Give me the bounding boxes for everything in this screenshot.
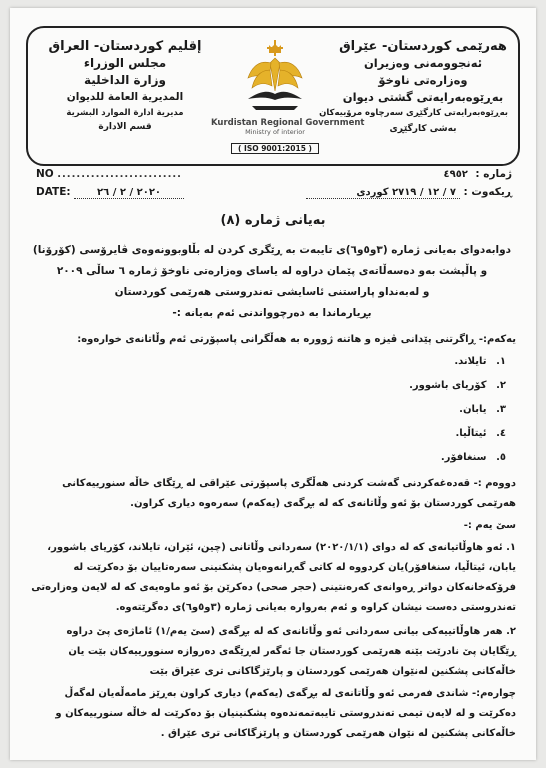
- no-label: NO: [36, 168, 54, 180]
- no-dots: ..........................: [57, 169, 182, 180]
- ministry-english-name: Ministry of interior: [245, 128, 305, 136]
- article-fourth: چوارەم:- شاندی فەرمی ئەو وڵاتانەی لە بڕگەی (یەکەم) دیاری کراون بەڕێز مامەڵەیان لەگەڵ دەکرێت و لە لایەن تیمی تەندروستی تایبەتمەندەوە پشکنینیان بۆ دەکرێت لە خاڵە سنورییەکان و خاڵەکانی پشکنین لە نێوان هەرێمی کوردستان و پارێزگاکانی تری عێراق .: [55, 688, 516, 739]
- statement-intro: [28, 240, 516, 324]
- article-third-item: [28, 538, 516, 618]
- directorate-name-ar: المديرية العامة للديوان: [66, 91, 184, 103]
- article-third-item: [28, 622, 516, 682]
- list-item: ٣. یابان.: [459, 404, 506, 415]
- ref-date-field: [306, 186, 512, 199]
- statement-title: بەیانی ژمارە (٨): [220, 213, 326, 228]
- region-name-ku: هەرێمی کوردستان- عێراق: [339, 39, 507, 54]
- article-third-label: سێ یەم :-: [463, 520, 516, 531]
- letterhead: [26, 26, 520, 166]
- number-field: [388, 168, 512, 180]
- intro-line: دوابەدوای بەیانی ژمارە (٣و٥و٦)ی تایبەت بە ڕێگری کردن لە بڵاوبوونەوەی ڤایرۆسی (کۆرۆنا): [32, 244, 512, 256]
- list-item: ٢. کۆریای باشوور.: [409, 380, 506, 391]
- department-ar: قسم الادارة: [98, 122, 152, 132]
- ministry-name-ku: وەزارەتی ناوخۆ: [378, 73, 468, 87]
- number-value: ٤٩٥٢: [443, 169, 468, 180]
- date-label: DATE:: [36, 186, 71, 198]
- number-label: ژمارە :: [475, 168, 512, 180]
- sub-directorate-ar: مديرية ادارة الموارد البشرية: [66, 108, 184, 118]
- iso-certification-box: ( ISO 9001:2015 ): [231, 143, 319, 154]
- intro-line: و پاڵپشت بەو دەسەڵاتەی پێمان دراوە لە یاسای وەزارەتی ناوخۆ ژمارە ٦ ساڵی ٢٠٠٩: [56, 265, 488, 277]
- item-number: ١.: [506, 542, 516, 553]
- item-text: ئەو هاوڵاتیانەی کە لە دوای (٢٠٢٠/١/١) سەردانی وڵاتانی (چین، ئێران، تایلاند، کۆریای باشوور، یابان، ئیتاڵیا، سنغافۆر)یان کردووە لە کاتی گەڕانەوەیان پشکنینی سەرەتاییان بۆ دەکرێت لە فرۆکەخانەکان دواتر ڕەوانەی کەرەنتینی (حجر صحی) دەکرێن بۆ ئەو ماوەیەی کە لە لایەن وەزارەتی تەندروستی دەست نیشان کراوە و ئەم بەرواره بەیانی ژمارە (٣و٥و٦)ی دەگرێتەوە.: [31, 542, 516, 613]
- item-text: هەر هاوڵاتییەکی بیانی سەردانی ئەو وڵاتانەی کە لە بڕگەی (سێ یەم/١) ئاماژەی پێ دراوە ڕێگایان پێ نادرێت بێنە هەرێمی کوردستان جا ئەگەر لەڕێگەی دەروازە سنوورییەکان بێت یان خاڵەکانی پشکنین لەنێوان هەرێمی کوردستان و پارێزگاکانی تری عێراق بێت: [66, 626, 516, 677]
- ref-date-label: ڕیکەوت :: [463, 186, 512, 198]
- intro-line: و لەبەنداو پاراستنی ئاسایشی تەندروستی هەرێمی کوردستان: [114, 286, 430, 298]
- list-item: ٤. ئیتاڵیا.: [455, 428, 506, 439]
- letterhead-arabic: [40, 38, 210, 134]
- ministry-name-ar: وزارة الداخلية: [83, 73, 167, 87]
- article-first: یەکەم:- ڕاگرتنی پێدانی ڤیزە و هاتنە ژوورە بە هەڵگرانی پاسپۆرتی ئەم وڵاتانەی خوارەوە:: [77, 334, 516, 345]
- krg-logo: [211, 36, 365, 160]
- document-page: [10, 8, 536, 760]
- list-item: ١. تایلاند.: [454, 356, 506, 367]
- date-value: ٢٠٢٠ / ٢ / ٢٦: [74, 187, 184, 199]
- ref-date-value: ٧ / ١٢ / ٢٧١٩ كوردی: [306, 187, 460, 199]
- date-field: [36, 186, 184, 199]
- item-number: ٢.: [506, 626, 516, 637]
- sub-directorate-ku: بەڕێوەبەرایەتی کارگێڕی سەرچاوە مرۆییەکان: [319, 108, 508, 118]
- krg-english-name: Kurdistan Regional Government: [211, 118, 365, 128]
- countries-list: [28, 350, 516, 470]
- no-field: [36, 168, 182, 180]
- council-name-ar: مجلس الوزراء: [83, 56, 167, 70]
- article-second: دووەم :- قەدەغەکردنی گەشت کردنی هەڵگری پاسپۆرتی عێراقی لە ڕێگای خاڵە سنورییەکانی هەرێمی کوردستان بۆ ئەو وڵاتانەی کە لە بڕگەی (یەکەم) سەرەوە دیاری کراون.: [62, 478, 516, 509]
- intro-line: بڕیارماندا بە دەرچوواندنی ئەم بەیانە :-: [172, 307, 372, 319]
- department-ku: بەشی کارگێڕی: [389, 124, 457, 134]
- krg-eagle-emblem-icon: [242, 36, 308, 116]
- council-name-ku: ئەنجوومەنی وەزیران: [363, 56, 483, 70]
- region-name-ar: إقليم كوردستان- العراق: [48, 39, 202, 54]
- directorate-name-ku: بەڕێوەبەرایەتی گشتی دیوان: [342, 90, 504, 104]
- list-item: ٥. سنغافۆر.: [440, 452, 506, 463]
